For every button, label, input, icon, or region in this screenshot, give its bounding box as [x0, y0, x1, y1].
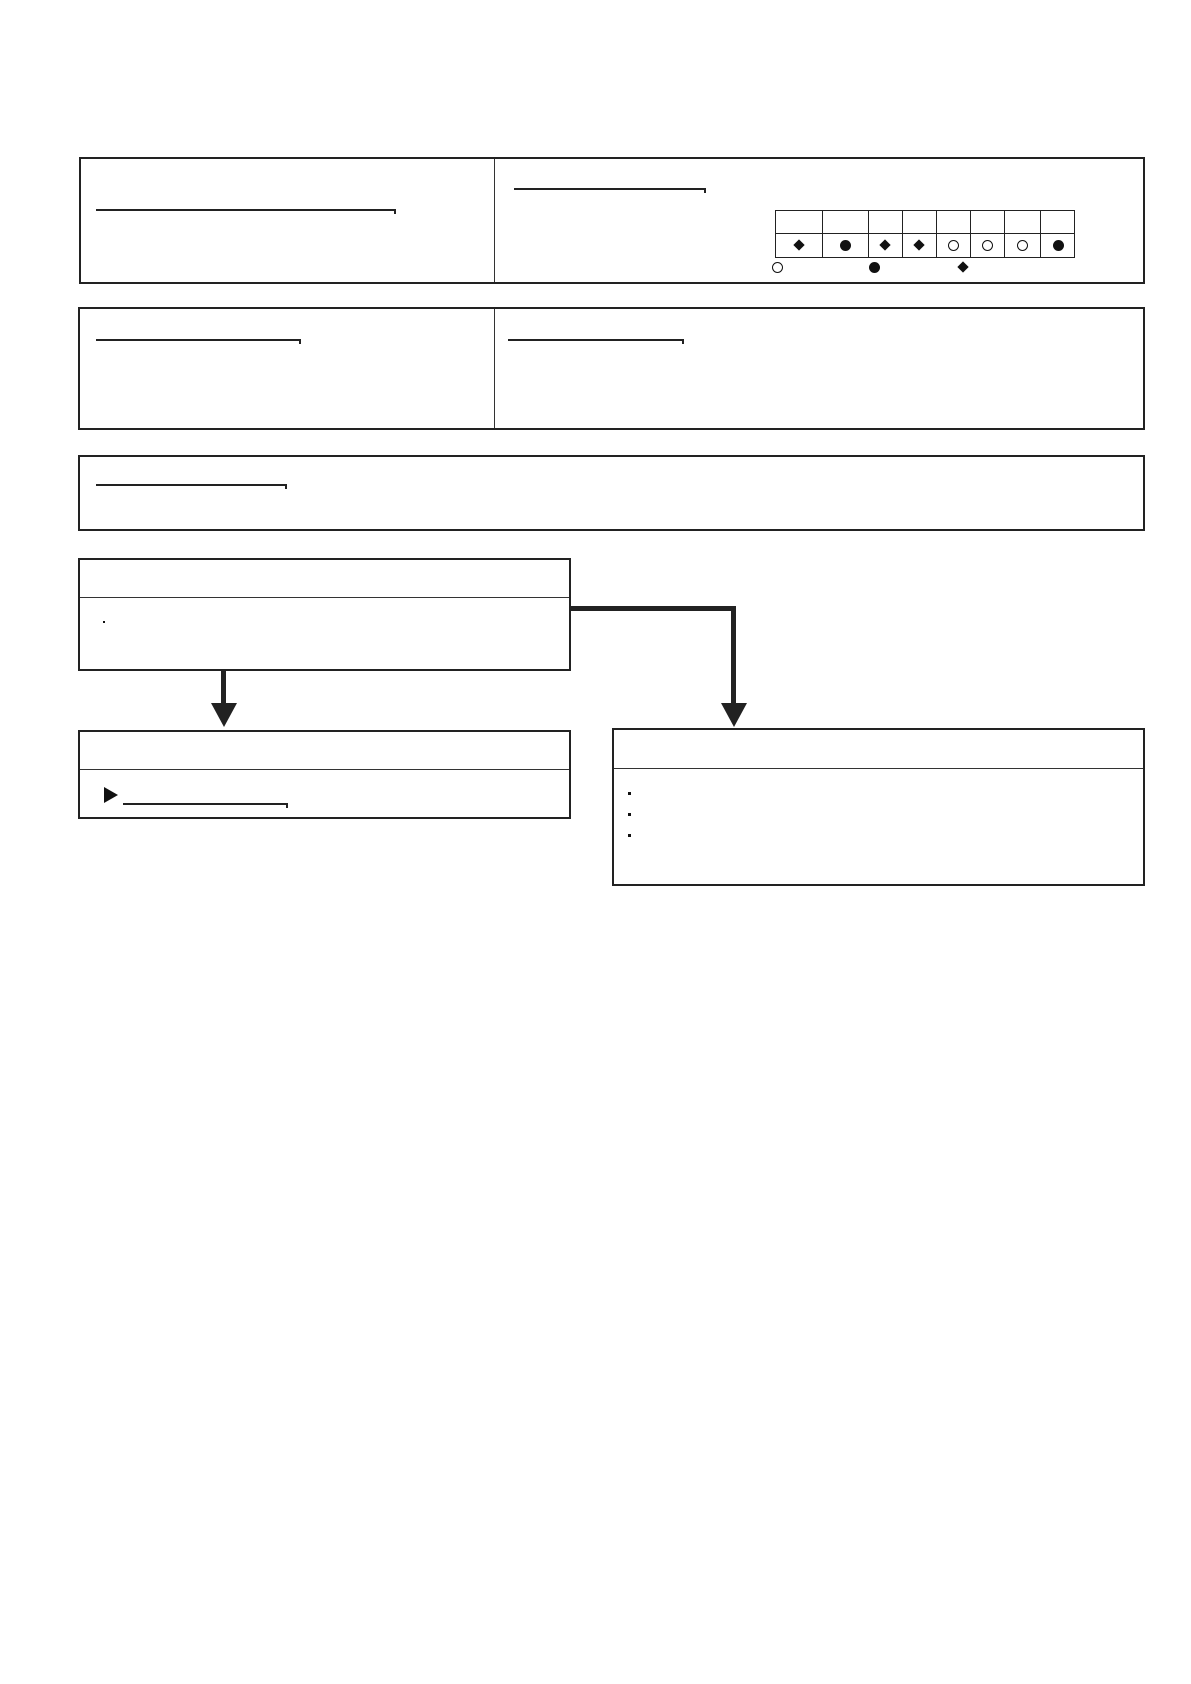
flow-top-box: [78, 558, 571, 671]
indicator-table-col-divider: [868, 211, 869, 257]
indicator-diamond-icon: [877, 237, 893, 253]
flow-top-box-title-divider: [80, 597, 569, 598]
section-a-right-heading-underline: [514, 188, 704, 190]
flow-bottom-left-box: [78, 730, 571, 819]
indicator-table-col-divider: [1040, 211, 1041, 257]
indicator-ring-icon: [1014, 237, 1030, 253]
indicator-table-col-divider: [1004, 211, 1005, 257]
indicator-table: [775, 210, 1075, 258]
flow-bottom-right-box-title-divider: [614, 768, 1143, 769]
indicator-table-col-divider: [822, 211, 823, 257]
section-a-divider: [494, 159, 495, 282]
flow-arrow-down-icon: [211, 703, 237, 727]
section-b: [78, 307, 1145, 430]
indicator-table-row-divider: [776, 233, 1074, 234]
section-a: [79, 157, 1145, 284]
section-b-divider: [494, 309, 495, 428]
section-b-right-heading-underline: [508, 339, 682, 341]
legend-diamond-icon: [955, 259, 971, 275]
section-b-left-heading-underline: [96, 339, 299, 341]
legend-dot-icon: [866, 259, 882, 275]
flow-bottom-right-bullet: [628, 792, 631, 795]
indicator-table-col-divider: [936, 211, 937, 257]
flow-arrow-elbow-horizontal: [571, 606, 735, 611]
section-c-heading-underline: [96, 484, 285, 486]
indicator-ring-icon: [979, 237, 995, 253]
section-a-left-heading-underline: [96, 209, 394, 211]
play-arrow-icon: [104, 787, 118, 803]
indicator-diamond-icon: [911, 237, 927, 253]
indicator-table-col-divider: [902, 211, 903, 257]
legend-ring-icon: [769, 259, 785, 275]
flow-bottom-left-box-title-divider: [80, 769, 569, 770]
indicator-ring-icon: [945, 237, 961, 253]
indicator-table-col-divider: [970, 211, 971, 257]
section-c: [78, 455, 1145, 531]
indicator-diamond-icon: [791, 237, 807, 253]
flow-arrow-down-shaft: [221, 671, 226, 705]
flow-bottom-right-bullet: [628, 834, 631, 837]
flow-bottom-right-bullet: [628, 813, 631, 816]
flow-top-box-bullet: [103, 621, 105, 623]
indicator-dot-icon: [1050, 237, 1066, 253]
flow-arrow-elbow-vertical: [731, 606, 736, 705]
flow-bottom-left-link-underline: [123, 803, 286, 805]
indicator-dot-icon: [837, 237, 853, 253]
flow-arrow-elbow-icon: [721, 703, 747, 727]
flow-bottom-right-box: [612, 728, 1145, 886]
